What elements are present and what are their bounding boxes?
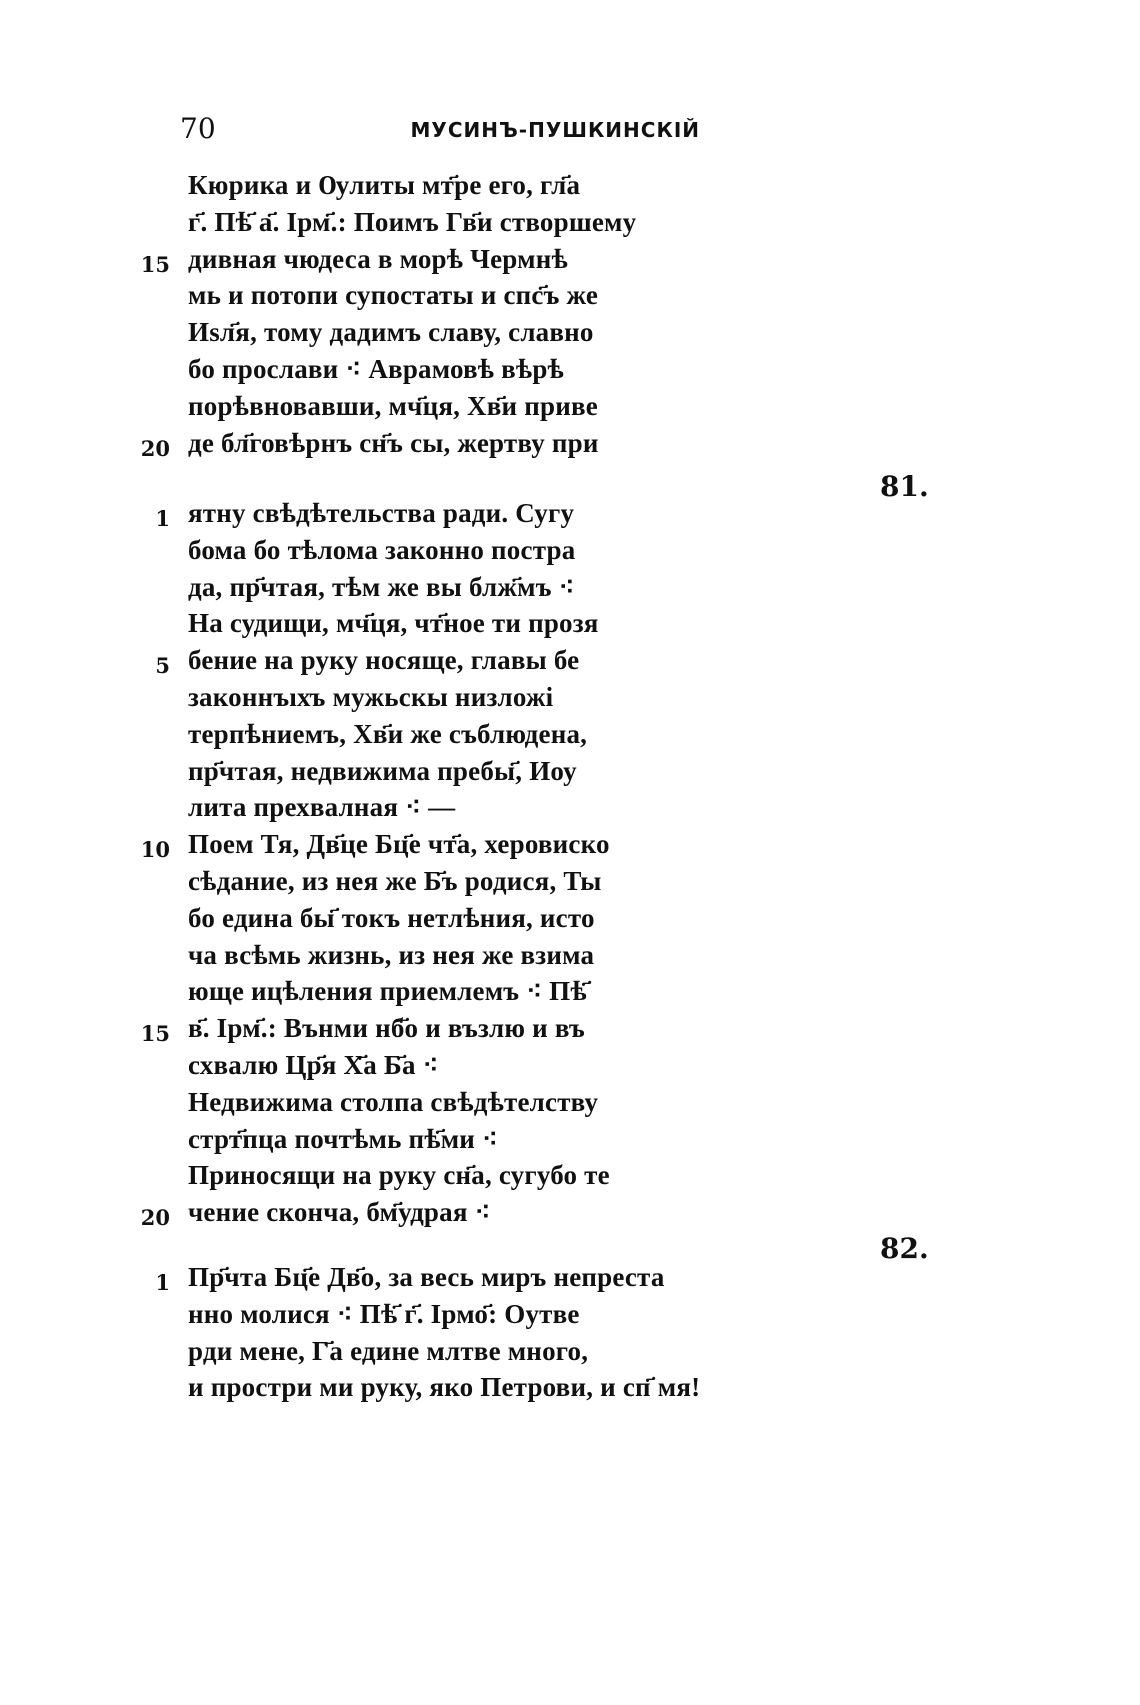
line-number: 10 — [140, 837, 170, 863]
line-text: бома бо тѣлома законно постра — [188, 534, 576, 565]
line-text: дивная чюдеса в морѣ Чермнѣ — [188, 243, 568, 274]
line-text: бо прослави ⁖ Аврамовѣ вѣрѣ — [188, 354, 564, 384]
line-text: терпѣниемъ, Хв҃и же съблюдена, — [188, 718, 588, 749]
line-text: Иѕл҃я, тому дадимъ славу, славно — [188, 317, 594, 348]
line-text: стрт҃пца почтѣмь пѣ҃ми ⁖ — [188, 1123, 499, 1154]
text-line — [0, 1336, 1140, 1376]
text-line — [0, 792, 1140, 832]
line-number: 20 — [140, 435, 170, 461]
line-text: Кюрика и Ѹлиты мт҃ре его, гл҃а — [188, 170, 581, 200]
text-line — [0, 572, 1140, 612]
text-line — [0, 170, 1140, 210]
line-number: 5 — [155, 653, 170, 679]
text-line — [0, 1197, 1140, 1237]
line-text: де бл҃говѣрнъ сн҃ъ сы, жертву при — [188, 427, 599, 458]
page-number: 70 — [180, 112, 216, 145]
text-line — [0, 498, 1140, 538]
line-text: да, пр҃чтая, тѣм же вы блж҃мъ ⁖ — [188, 571, 575, 602]
text-line — [0, 719, 1140, 759]
line-text: порѣвновавши, мч҃ця, Хв҃и приве — [188, 390, 598, 421]
line-text: рди мене, Г҃а едине млтве много, — [188, 1335, 589, 1366]
line-text: Приносящи на руку сн҃а, сугубо те — [188, 1160, 610, 1191]
text-line — [0, 1124, 1140, 1164]
line-number: 15 — [140, 251, 170, 277]
line-text: сѣдание, из нея же Б҃ъ родися, Ты — [188, 866, 602, 896]
line-text: и простри ми руку, яко Петрови, и сп҃ мя! — [188, 1372, 701, 1403]
line-text: ятну свѣдѣтельства ради. Сугу — [188, 498, 575, 528]
line-text: Недвижима столпа свѣдѣтелству — [188, 1086, 599, 1117]
running-title: МУСИНЪ-ПУШКИНСКІЙ — [410, 118, 700, 142]
text-line — [0, 317, 1140, 357]
folio-marker-81: 81. — [880, 470, 929, 503]
text-line — [0, 645, 1140, 685]
text-line — [0, 1372, 1140, 1412]
text-line — [0, 1013, 1140, 1053]
text-line — [0, 1299, 1140, 1339]
line-text: нно молися ⁖ Пѣ҃ г҃. Ірмо҃: Оутве — [188, 1298, 580, 1329]
text-line — [0, 756, 1140, 796]
text-line — [0, 428, 1140, 468]
text-line — [0, 280, 1140, 320]
text-line — [0, 1262, 1140, 1302]
line-text: чение скончa, бм҃удрая ⁖ — [188, 1197, 491, 1228]
line-text: в҃. Ірм҃.: Вънми нб҃о и възлю и въ — [188, 1013, 585, 1044]
line-text: г҃. Пѣ҃ а҃. Ірм҃.: Поимъ Гв҃и створшему — [188, 206, 637, 237]
text-line — [0, 829, 1140, 869]
text-line — [0, 535, 1140, 575]
text-line — [0, 940, 1140, 980]
text-line — [0, 866, 1140, 906]
text-line — [0, 1087, 1140, 1127]
line-text: бо едина бы҃ токъ нетлѣния, исто — [188, 902, 595, 933]
line-text: мь и потопи супостаты и спс҃ъ же — [188, 280, 599, 311]
line-text: пр҃чтая, недвижима пребы҃, Иоу — [188, 755, 577, 786]
line-text: На судищи, мч҃ця, чт҃ное ти прозя — [188, 608, 599, 639]
text-line — [0, 682, 1140, 722]
text-line — [0, 1160, 1140, 1200]
text-line — [0, 903, 1140, 943]
text-line — [0, 354, 1140, 394]
line-text: законнъıхъ мужьскы низложі — [188, 682, 554, 712]
line-number: 1 — [155, 1270, 170, 1295]
text-line — [0, 1050, 1140, 1090]
line-number: 20 — [140, 1205, 170, 1231]
folio-marker-82: 82. — [880, 1232, 929, 1265]
line-number: 1 — [155, 506, 170, 531]
line-text: Поем Тя, Дв҃це Бц҃е чт҃а, херовиско — [188, 829, 610, 860]
text-line — [0, 207, 1140, 247]
line-text: юще ицѣления приемлемъ ⁖ Пѣ҃ — [188, 976, 587, 1007]
line-number: 15 — [140, 1021, 170, 1047]
line-text: схвалю Цр҃я Х҃а Б҃а ⁖ — [188, 1050, 439, 1080]
text-line — [0, 976, 1140, 1016]
text-line — [0, 608, 1140, 648]
line-text: ча всѣмь жизнь, из нея же взима — [188, 939, 595, 970]
text-line — [0, 244, 1140, 284]
line-text: Пр҃чта Бц҃е Дв҃о, за весь миръ непреста — [188, 1262, 665, 1292]
page-header — [180, 112, 700, 152]
text-line — [0, 391, 1140, 431]
line-text: бение на руку носяще, главы бе — [188, 645, 580, 676]
line-text: лита прехвалная ⁖ — — [188, 792, 456, 823]
